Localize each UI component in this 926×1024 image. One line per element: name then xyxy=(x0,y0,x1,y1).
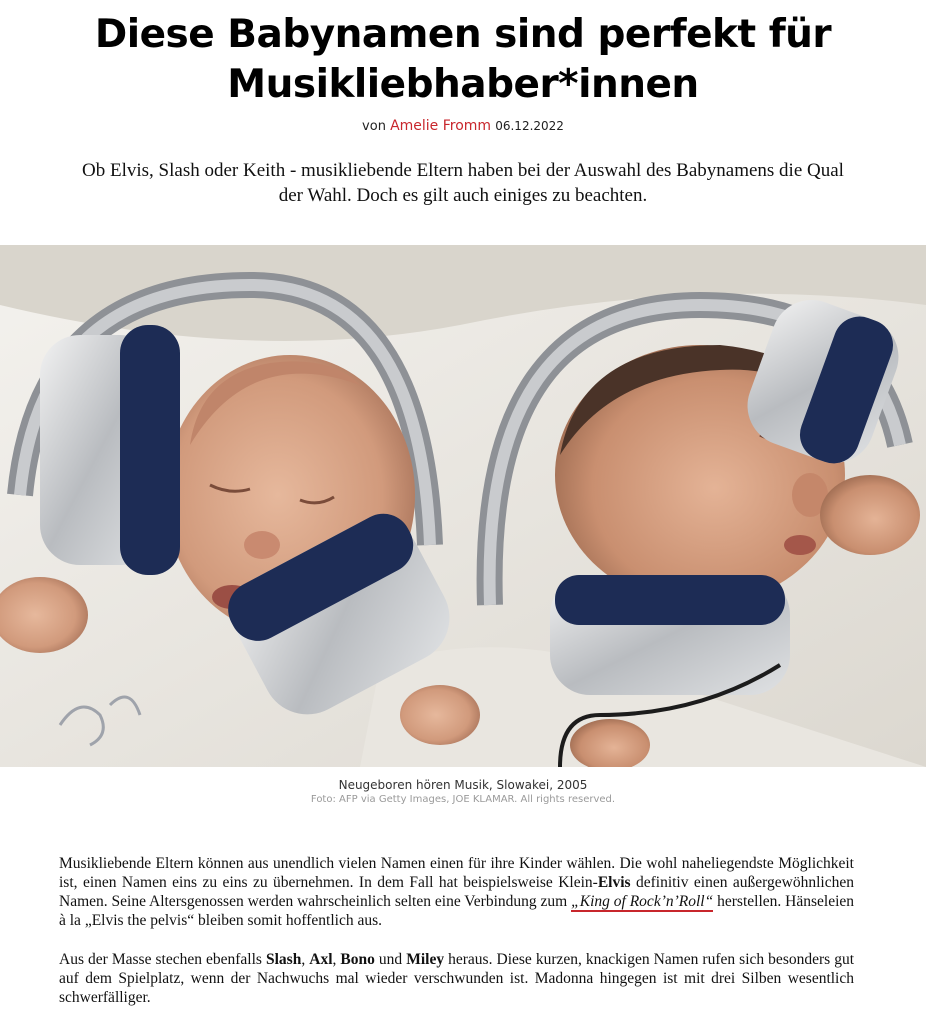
hero-image xyxy=(0,245,926,767)
p2-bold-slash: Slash xyxy=(265,951,302,968)
caption-credit: Foto: AFP via Getty Images, JOE KLAMAR. All rights reserved. xyxy=(310,794,616,805)
p2-text-1: Aus der Masse stechen ebenfalls xyxy=(59,951,266,968)
p1-text-3: herstellen. Hänseleien à la „Elvis the pelvis“ bleiben somit hoffentlich aus. xyxy=(59,893,855,929)
p2-sep-2: , xyxy=(332,951,341,968)
byline-prefix: von xyxy=(362,119,386,134)
p2-sep-3: und xyxy=(374,951,407,968)
newborns-with-headphones-photo xyxy=(0,245,926,767)
article-headline: Diese Babynamen sind perfekt für Musikliebhaber*innen xyxy=(94,12,832,107)
p2-bold-bono: Bono xyxy=(340,951,375,968)
body-paragraph-1 xyxy=(59,854,854,930)
king-of-rocknroll-link[interactable]: „King of Rock’n’Roll“ xyxy=(571,893,714,910)
p1-text-2: definitiv einen außergewöhnlichen Namen. Seine Altersgenossen werden wahrscheinlich selten eine Verbindung zum xyxy=(59,874,854,910)
image-caption xyxy=(0,777,926,807)
p1-bold-elvis: Elvis xyxy=(597,874,631,891)
p2-bold-axl: Axl xyxy=(309,951,333,968)
p2-bold-miley: Miley xyxy=(406,951,445,968)
p2-sep-1: , xyxy=(301,951,310,968)
publish-date: 06.12.2022 xyxy=(495,119,564,133)
p1-text-1: Musikliebende Eltern können aus unendlich vielen Namen einen für ihre Kinder wählen. Die wohl naheliegendste Möglichkeit ist, einen Namen eins zu eins zu übernehmen. In dem Fall hat beispielsweise Klein- xyxy=(59,855,854,891)
article-lead: Ob Elvis, Slash oder Keith - musikliebende Eltern haben bei der Auswahl des Babynamens die Qual der Wahl. Doch es gilt auch einiges zu beachten. xyxy=(82,160,844,206)
body-paragraph-2 xyxy=(59,950,854,1007)
p2-text-2: heraus. Diese kurzen, knackigen Namen rufen sich besonders gut auf dem Spielplatz, wenn der Nachwuchs mal wieder verschwunden ist. Madonna hingegen ist mit drei Silben wesentlich schwerfälliger. xyxy=(59,951,855,1006)
caption-title: Neugeboren hören Musik, Slowakei, 2005 xyxy=(338,778,588,792)
byline xyxy=(0,118,926,134)
author-link[interactable]: Amelie Fromm xyxy=(390,118,492,134)
